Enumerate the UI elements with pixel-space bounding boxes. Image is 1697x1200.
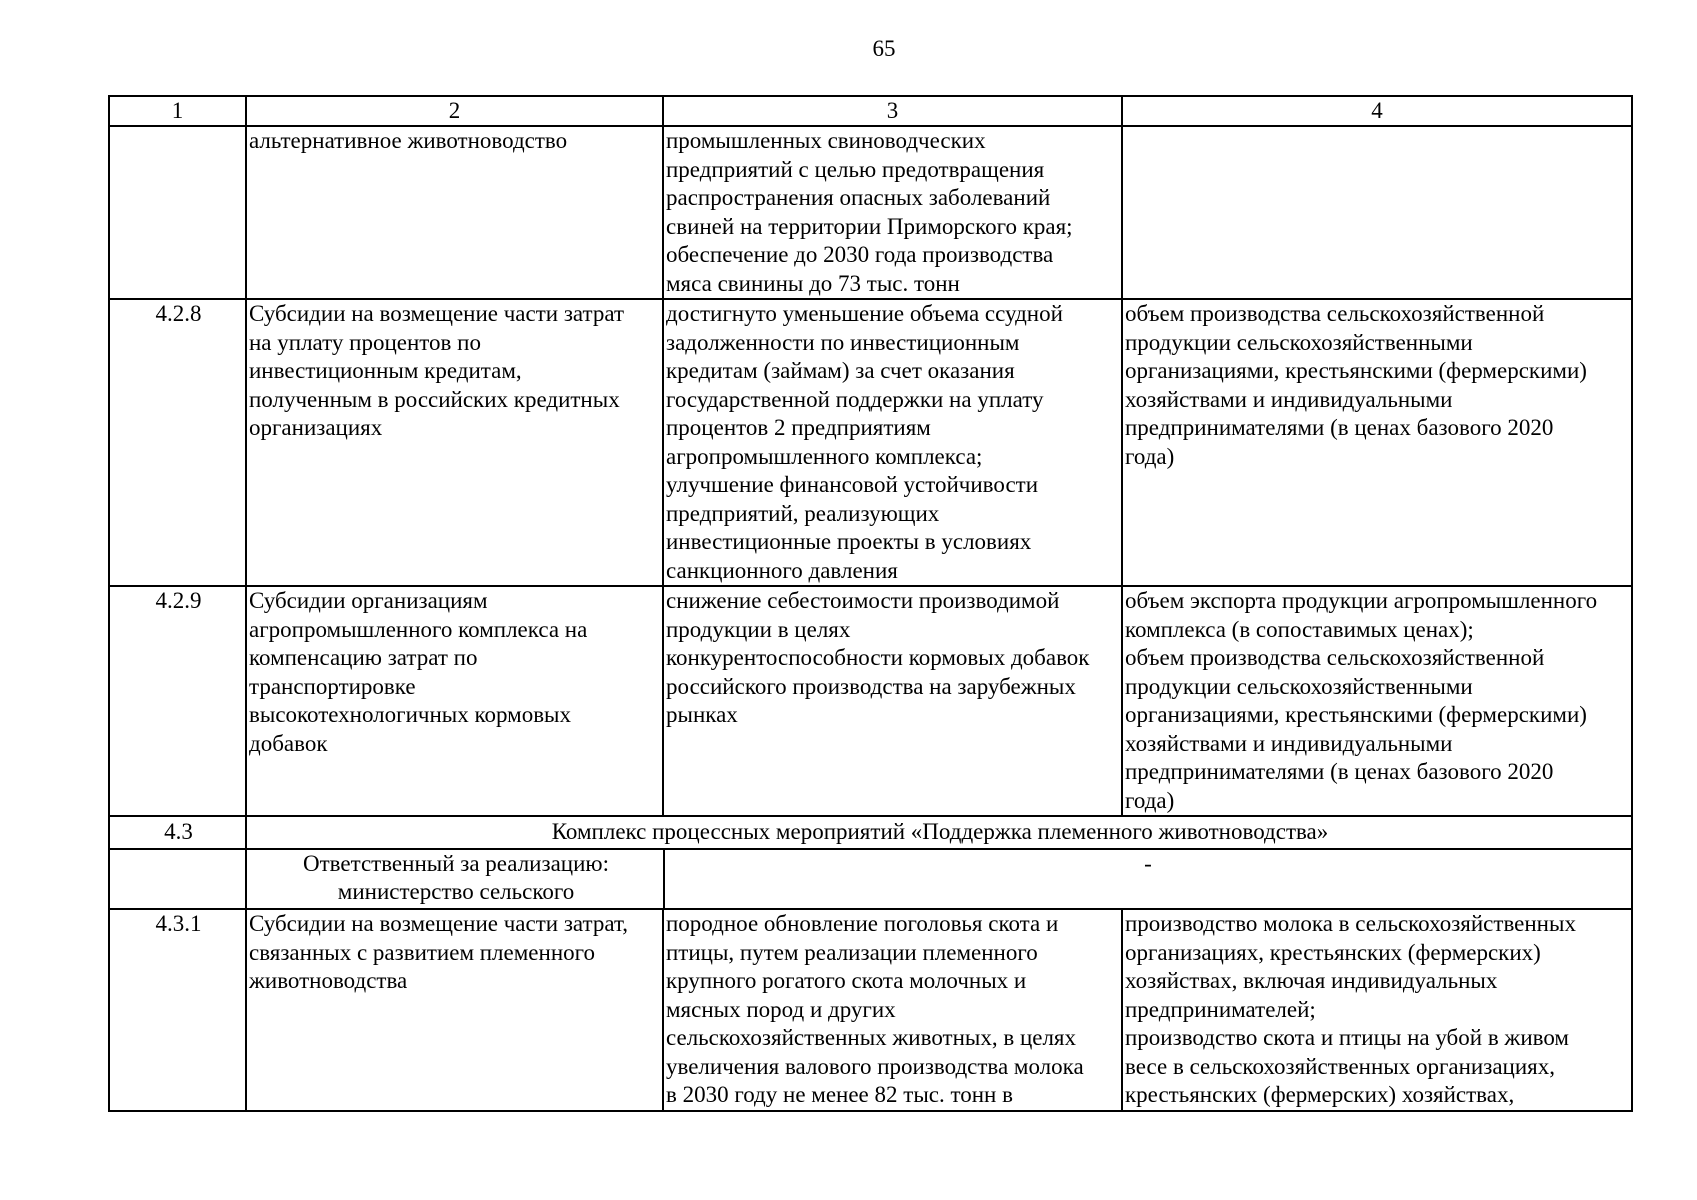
header-col-2: 2 xyxy=(246,96,663,126)
header-col-4: 4 xyxy=(1122,96,1632,126)
indicator xyxy=(1122,126,1632,299)
page-number: 65 xyxy=(872,36,896,61)
empty-cell xyxy=(109,849,246,909)
measure-name: Субсидии на возмещение части затрат на уплату процентов по инвестиционным кредитам, полученным в российских кредитных организациях xyxy=(246,299,663,586)
responsible-cell xyxy=(246,849,1632,909)
expected-result: породное обновление поголовья скота и птицы, путем реализации племенного крупного рогатого скота молочных и мясных пород и других сельскохозяйственных животных, в целях увеличения валового производства молока в 2030 году не менее 82 тыс. тонн в xyxy=(663,909,1122,1111)
expected-result: достигнуто уменьшение объема ссудной задолженности по инвестиционным кредитам (займам) за счет оказания государственной поддержки на уплату процентов 2 предприятиям агропромышленного комплекса; улучшение финансовой устойчивости предприятий, реализующих инвестиционные проекты в условиях санкционного давления xyxy=(663,299,1122,586)
section-title: Комплекс процессных мероприятий «Поддержка племенного животноводства» xyxy=(246,816,1632,849)
row-number xyxy=(109,126,246,299)
header-col-3: 3 xyxy=(663,96,1122,126)
section-number: 4.3 xyxy=(109,816,246,849)
table-row xyxy=(109,126,1632,299)
responsible-text: Ответственный за реализацию: министерство сельского xyxy=(249,850,665,908)
table-row xyxy=(109,586,1632,816)
table-row xyxy=(109,299,1632,586)
expected-result: снижение себестоимости производимой продукции в целях конкурентоспособности кормовых добавок российского производства на зарубежных рынках xyxy=(663,586,1122,816)
indicator: объем производства сельскохозяйственной продукции сельскохозяйственными организациями, крестьянскими (фермерскими) хозяйствами и индивидуальными предпринимателями (в ценах базового 2020 года) xyxy=(1122,299,1632,586)
section-row xyxy=(109,816,1632,849)
measure-name: Субсидии на возмещение части затрат, связанных с развитием племенного животноводства xyxy=(246,909,663,1111)
table-row xyxy=(109,909,1632,1111)
indicator: объем экспорта продукции агропромышленного комплекса (в сопоставимых ценах); объем производства сельскохозяйственной продукции сельскохозяйственными организациями, крестьянскими (фермерскими) хозяйствами и индивидуальными предпринимателями (в ценах базового 2020 года) xyxy=(1122,586,1632,816)
row-number: 4.2.9 xyxy=(109,586,246,816)
measure-name: альтернативное животноводство xyxy=(246,126,663,299)
responsible-row xyxy=(109,849,1632,909)
header-col-1: 1 xyxy=(109,96,246,126)
table-header-row xyxy=(109,96,1632,126)
responsible-dash: - xyxy=(1144,851,1152,876)
expected-result: промышленных свиноводческих предприятий с целью предотвращения распространения опасных заболеваний свиней на территории Приморского края; обеспечение до 2030 года производства мяса свинины до 73 тыс. тонн xyxy=(663,126,1122,299)
row-number: 4.2.8 xyxy=(109,299,246,586)
measure-name: Субсидии организациям агропромышленного комплекса на компенсацию затрат по транспортировке высокотехнологичных кормовых добавок xyxy=(246,586,663,816)
row-number: 4.3.1 xyxy=(109,909,246,1111)
measures-table xyxy=(108,95,1633,1112)
indicator: производство молока в сельскохозяйственных организациях, крестьянских (фермерских) хозяйствах, включая индивидуальных предпринимателей; производство скота и птицы на убой в живом весе в сельскохозяйственных организациях, крестьянских (фермерских) хозяйствах, xyxy=(1122,909,1632,1111)
